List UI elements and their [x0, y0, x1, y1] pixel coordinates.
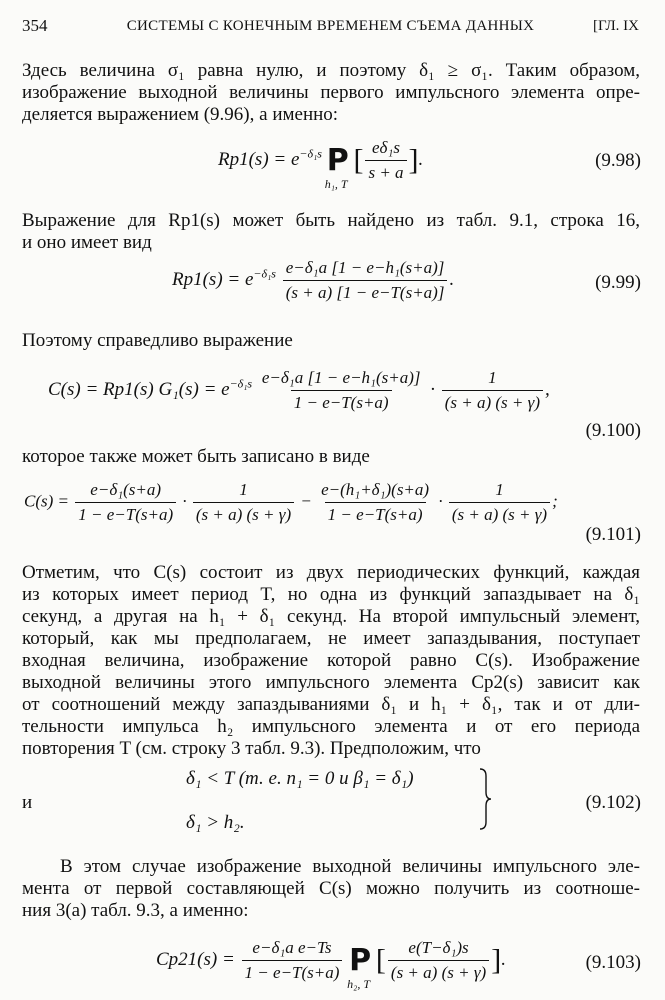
- page-number: 354: [22, 16, 48, 35]
- text-line: В этом случае изображение выходной величины импульсного эле-: [60, 856, 640, 877]
- equation-number: (9.101): [585, 524, 641, 545]
- numerator: 1: [488, 368, 497, 387]
- equation-9-99: $Rp1(s) = e^{-\delta_1s}$ $\frac{\text{e−δ₁a [1 − e−h₁(s+a)]}}{(s + a) [1 - e-T(s+a)]}$ .: [172, 258, 455, 302]
- fraction: [449, 480, 550, 525]
- text-line: изображение выходной величины первого импульсного элемента опре-: [22, 82, 640, 103]
- pulse-operator-icon: P h₂, T: [347, 943, 372, 991]
- text-line: и оно имеет вид: [22, 232, 152, 253]
- text-line: Отметим, что C(s) состоит из двух периодических функций, каждая: [22, 562, 640, 583]
- numerator: e−δ₁a [1 − e−h₁(s+a)]: [285, 258, 445, 277]
- paragraph-2: [22, 210, 640, 254]
- eq-exponent: −δ₁s: [253, 266, 276, 281]
- fraction: [442, 368, 543, 413]
- paragraph-3: [22, 330, 640, 352]
- denominator: (s + a) (s + γ): [388, 960, 489, 983]
- fraction: [242, 938, 343, 983]
- text-line: из которых имеет период T, но одна из функций запаздывает на δ₁: [22, 584, 640, 605]
- pulse-operator-icon: P h₁, T: [324, 143, 349, 191]
- text-line: Здесь величина σ₁ равна нулю, и поэтому δ₁ ≥ σ₁. Таким образом,: [22, 60, 640, 81]
- fraction: [193, 480, 294, 525]
- text-line: деляется выражением (9.96), а именно:: [22, 104, 339, 125]
- text-line: Поэтому справедливо выражение: [22, 330, 293, 351]
- text-line: мента от первой составляющей C(s) можно получить из соотноше-: [22, 878, 640, 899]
- denominator: (s + a) (s + γ): [449, 502, 550, 525]
- chapter-ref: [ГЛ. IX: [592, 18, 639, 34]
- denominator: (s + a) (s + γ): [442, 390, 543, 413]
- eq-lhs: C(s) =: [24, 491, 69, 511]
- equation-number: (9.102): [585, 792, 641, 813]
- text-line: которое также может быть записано в виде: [22, 446, 370, 467]
- equation-9-103: Cp21(s) = $\frac{\text{e−δ₁a e−Ts}}{1 - e-T(s+a)}$ P h₂, T [ $\frac{\text{e(T−δ₁)s}}{(s + a) (s + \gamma)}$ ].: [156, 938, 506, 991]
- text-line: ния 3(а) табл. 9.3, а именно:: [22, 900, 249, 921]
- fraction: [388, 938, 489, 983]
- text-line: секунд, а другая на h₁ + δ₁ секунд. На второй импульсный элемент,: [22, 606, 640, 627]
- eq-lhs: Rp1(s) = e: [172, 268, 254, 290]
- numerator: 1: [239, 480, 248, 499]
- numerator: e−δ₁a e−Ts: [252, 938, 332, 957]
- numerator: e−δ₁a [1 − e−h₁(s+a)]: [261, 368, 421, 387]
- operator-subscript: h₂, T: [347, 977, 371, 991]
- denominator: (s + a) [1 − e−T(s+a)]: [283, 280, 448, 303]
- eq-exponent: −δ₁s: [299, 146, 322, 161]
- running-title: СИСТЕМЫ С КОНЕЧНЫМ ВРЕМЕНЕМ СЪЕМА ДАННЫХ: [126, 18, 535, 34]
- eq-lhs: C(s) = Rp1(s) G₁(s) = e: [48, 378, 230, 400]
- fraction: [365, 138, 406, 183]
- right-brace-icon: [478, 768, 492, 830]
- paragraph-6: [22, 856, 640, 922]
- equation-9-102-line-2: δ₁ > h₂.: [186, 812, 245, 833]
- paragraph-1: [22, 60, 640, 126]
- numerator: e(T−δ₁)s: [408, 938, 469, 957]
- paragraph-5: [22, 562, 640, 760]
- numerator: 1: [495, 480, 504, 499]
- text-line: тельности импульса h₂ импульсного элемента и от его периода: [22, 716, 640, 737]
- denominator: 1 − e−T(s+a): [242, 960, 343, 983]
- equation-number: (9.99): [595, 272, 641, 293]
- numerator: eδ₁s: [372, 138, 400, 157]
- running-header: [22, 16, 639, 42]
- denominator: 1 − e−T(s+a): [325, 502, 426, 525]
- paragraph-4: [22, 446, 640, 468]
- denominator: (s + a) (s + γ): [193, 502, 294, 525]
- text-line: входная величина, изображение которой равно C(s). Изображение: [22, 650, 640, 671]
- equation-9-101: C(s) = $\frac{\text{e−δ₁(s+a)}}{1 - e-T(s+a)}$ · $\frac{1}{(s + a) (s + \gamma)}$ − $\frac{\text{e−(h₁+δ₁)(s+a)}}{1 - e-T(s+a)}$ · $\frac{1}{(s + a) (s + \gamma)}$ ;: [24, 480, 558, 524]
- numerator: e−(h₁+δ₁)(s+a): [321, 480, 430, 499]
- text-line: который, как мы предполагаем, не имеет запаздывания, поступает: [22, 628, 640, 649]
- denominator: 1 − e−T(s+a): [75, 502, 176, 525]
- eq-lhs: Rp1(s) = e: [218, 148, 300, 170]
- operator-subscript: h₁, T: [324, 177, 348, 191]
- fraction: [318, 480, 432, 525]
- text-line: Выражение для Rp1(s) может быть найдено из табл. 9.1, строка 16,: [22, 210, 640, 231]
- eq-exponent: −δ₁s: [229, 376, 253, 391]
- equation-number: (9.100): [585, 420, 641, 441]
- text-line: повторения T (см. строку 3 табл. 9.3). Предположим, что: [22, 738, 481, 759]
- denominator: s + a: [365, 160, 406, 183]
- equation-number: (9.103): [585, 952, 641, 973]
- conjunction-and: и: [22, 792, 33, 813]
- text-line: выходной величины этого импульсного элемента Cp2(s) зависит как: [22, 672, 640, 693]
- equation-9-100: C(s) = Rp1(s) $G_1(s) = e^{-\delta_1s}$ $\frac{\text{e−δ₁a [1 − e−h₁(s+a)]}}{1 - e-T(s+a)}$ · $\frac{1}{(s + a) (s + \gamma)}$ ,: [48, 368, 550, 412]
- denominator: 1 − e−T(s+a): [291, 390, 392, 413]
- fraction: [75, 480, 176, 525]
- numerator: e−δ₁(s+a): [90, 480, 162, 499]
- fraction: [259, 368, 424, 413]
- eq-lhs: Cp21(s) =: [156, 948, 235, 970]
- equation-9-102-line-1: δ₁ < T (т. е. n₁ = 0 и β₁ = δ₁): [186, 768, 414, 789]
- text-line: от соотношений между запаздываниями δ₁ и h₁ + δ₁, так и от дли-: [22, 694, 640, 715]
- equation-9-98: $Rp1(s) = e^{-\delta_1s}$ P h₁, T [ $\frac{\text{eδ₁s}}{s + a}$ ].: [218, 138, 424, 191]
- fraction: [283, 258, 448, 303]
- equation-number: (9.98): [595, 150, 641, 171]
